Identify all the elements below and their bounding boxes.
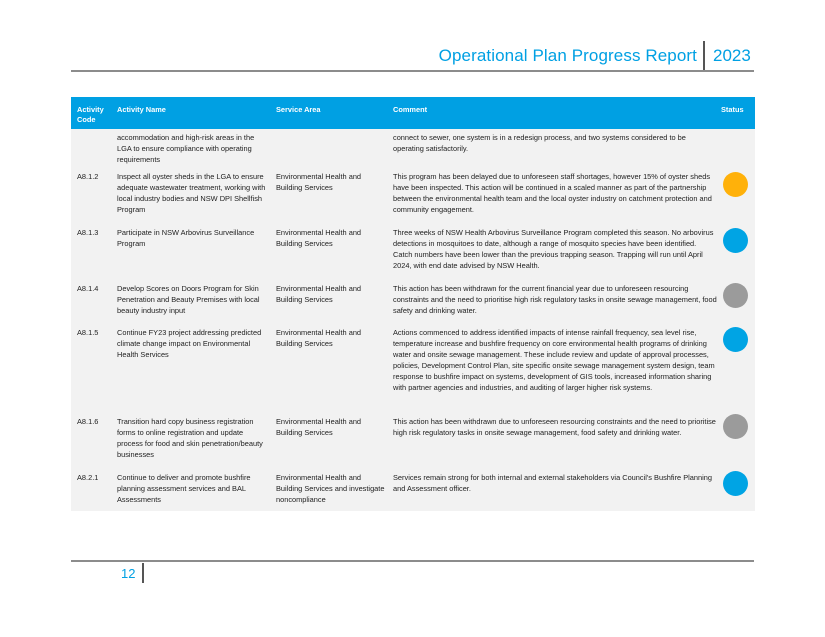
status-indicator [723, 471, 748, 496]
page-number: 12 [121, 566, 136, 581]
table-row [71, 227, 755, 283]
comment: Actions commenced to address identified impacts of intense rainfall frequency, sea level rise, temperature increase and bushfire frequency on core environmental health programs of drinking water and onsite sewage management. These include review and update of approval processes, policies, Development Control Plan, site specific onsite sewage management system design, team response to bushfire impact on systems, development of GIS tools, increased information sharing with partner agencies and industries, and auditing of larger higher risk systems. [393, 328, 715, 392]
activity-name: Participate in NSW Arbovirus Surveillance Program [117, 228, 255, 248]
column-header-area: Service Area [276, 105, 321, 114]
status-indicator [723, 283, 748, 308]
activity-code: A8.1.5 [77, 328, 99, 337]
report-title: Operational Plan Progress Report [438, 46, 697, 65]
comment: This action has been withdrawn for the current financial year due to unforeseen resourcing constraints and the need to prioritise high risk regulatory tasks in onsite sewage management, food safety and drinking water. [393, 284, 717, 315]
progress-table [71, 97, 755, 511]
activity-name: Develop Scores on Doors Program for Skin Penetration and Beauty Premises with local beauty industry input [117, 284, 260, 315]
header-divider [703, 41, 705, 71]
column-header-status: Status [721, 105, 744, 114]
footer-divider [142, 563, 144, 583]
status-indicator [723, 172, 748, 197]
status-indicator [723, 414, 748, 439]
table-row [71, 171, 755, 227]
service-area: Environmental Health and Building Services [276, 228, 362, 248]
table-row [71, 283, 755, 327]
column-header-code: Activity Code [77, 105, 104, 124]
comment: This program has been delayed due to unforeseen staff shortages, however 15% of oyster sheds have been inspected. This action will be continued in a scaled manner as part of the partnership between the environmental health team and the local oyster industry on catchment protection and community engagement. [393, 172, 712, 214]
activity-code: A8.2.1 [77, 473, 99, 482]
activity-code: A8.1.3 [77, 228, 99, 237]
comment: This action has been withdrawn due to unforeseen resourcing constraints and the need to prioritise high risk regulatory tasks in onsite sewage management, food safety and drinking water. [393, 417, 716, 437]
table-row [71, 327, 755, 416]
report-year: 2023 [713, 46, 751, 65]
activity-code: A8.1.4 [77, 284, 99, 293]
activity-name: accommodation and high-risk areas in the LGA to ensure compliance with operating requirements [117, 133, 255, 164]
column-header-comment: Comment [393, 105, 428, 114]
service-area: Environmental Health and Building Services [276, 417, 362, 437]
footer-rule [71, 560, 754, 562]
table-row [71, 472, 755, 511]
comment: Three weeks of NSW Health Arbovirus Surveillance Program completed this season. No arbovirus detections in mosquitoes to date, although a range of mosquito species have been identified. Catch numbers have been lower than the previous trapping season. Trapping will run until April 2024, with end date advised by NSW Health. [393, 228, 714, 270]
service-area: Environmental Health and Building Services [276, 328, 362, 348]
activity-name: Inspect all oyster sheds in the LGA to ensure adequate wastewater treatment, working with local industry bodies and NSW DPI Shellfish Program [117, 172, 266, 214]
service-area: Environmental Health and Building Services [276, 172, 362, 192]
table-header [71, 97, 755, 129]
comment: Services remain strong for both internal and external stakeholders via Council's Bushfire Planning and Assessment officer. [393, 473, 712, 493]
table-row [71, 129, 755, 171]
activity-name: Transition hard copy business registration forms to online registration and update process for food and skin penetration/beauty businesses [117, 417, 263, 459]
column-header-name: Activity Name [117, 105, 166, 114]
activity-name: Continue FY23 project addressing predicted climate change impact on Environmental Health Services [117, 328, 262, 359]
service-area: Environmental Health and Building Services and investigate noncompliance [276, 473, 385, 504]
activity-code: A8.1.6 [77, 417, 99, 426]
activity-name: Continue to deliver and promote bushfire planning assessment services and BAL Assessments [117, 473, 251, 504]
comment: connect to sewer, one system is in a redesign process, and two systems considered to be operating satisfactorily. [393, 133, 686, 153]
status-indicator [723, 228, 748, 253]
activity-code: A8.1.2 [77, 172, 99, 181]
service-area: Environmental Health and Building Services [276, 284, 362, 304]
table-row [71, 416, 755, 472]
header-rule [71, 70, 754, 72]
status-indicator [723, 327, 748, 352]
